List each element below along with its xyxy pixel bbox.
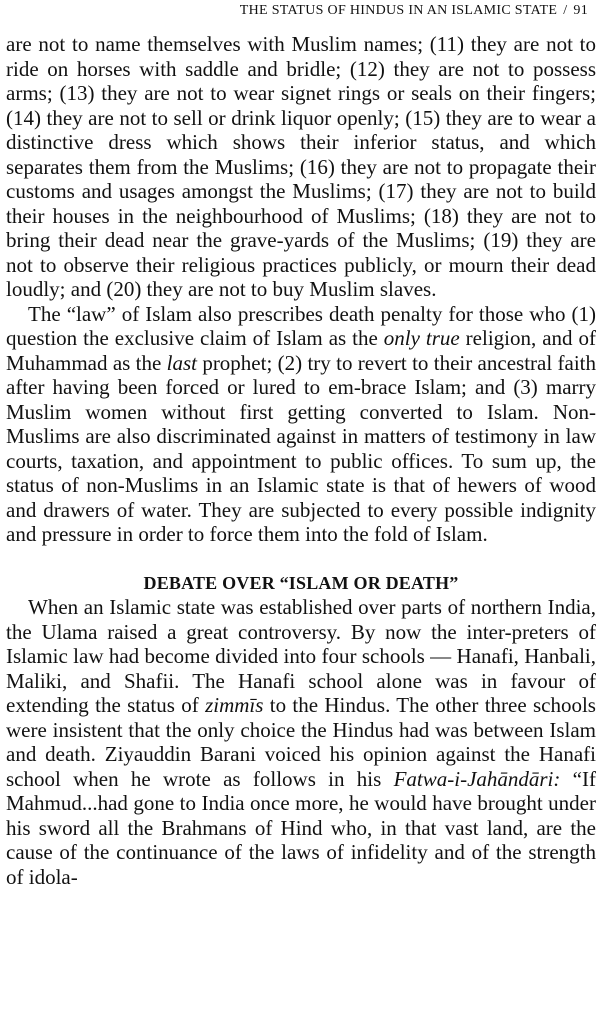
running-title: THE STATUS OF HINDUS IN AN ISLAMIC STATE [239,3,558,18]
text-segment: When an Islamic state was established over parts of northern India, the Ulama raised a great controversy. By now the inter-preters of Islamic law had become divided into four schools — Hanafi, Hanbali, Maliki, and Shafii. The Hanafi school alone was in favour of extending the status of [6,595,596,717]
italic-segment: zimmīs [205,693,264,717]
text-segment: religion, and of Muhammad as the [6,326,596,375]
paragraph-2 [6,302,596,547]
body-text [6,32,596,889]
text-segment: are not to name themselves with Muslim names; (11) they are not to ride on horses with saddle and bridle; (12) they are not to possess arms; (13) they are not to wear signet rings or seals on their fingers; (14) they are not to sell or drink liquor openly; (15) they are to wear a distinctive dress which shows their inferior status, and which separates them from the Muslims; (16) they are not to propagate their customs and usages amongst the Muslims; (17) they are not to build their houses in the neighbourhood of Muslims; (18) they are not to bring their dead near the grave-yards of the Muslims; (19) they are not to observe their religious practices publicly, or mourn their dead loudly; and (20) they are not to buy Muslim slaves. [6,32,596,301]
text-segment: “If Mahmud...had gone to India once more, he would have brought under his sword all the Brahmans of Hind who, in that vast land, are the cause of the continuance of the laws of infidelity and of the strength of idola- [6,766,596,889]
italic-segment: only true [383,326,460,350]
page-number: 91 [573,3,588,18]
text-segment: The “law” of Islam also prescribes death penalty for those who (1) question the exclusive claim of Islam as the [6,301,596,350]
header-separator: / [563,3,568,18]
section-heading: DEBATE OVER “ISLAM OR DEATH” [143,572,459,593]
italic-segment: last [166,350,197,375]
italic-segment: Fatwa-i-Jahāndāri: [393,766,561,791]
paragraph-1 [6,32,596,302]
section-paragraph [6,595,596,889]
text-segment: to the Hindus. The other three schools were insistent that the only choice the Hindus had was between Islam and death. Ziyauddin Barani voiced his opinion against the Hanafi school when he wrote as follows in his [6,693,596,791]
running-header [0,3,588,19]
text-segment: prophet; (2) try to revert to their ancestral faith after having been forced or lured to em-brace Islam; and (3) marry Muslim women without first getting converted to Islam. Non-Muslims are also discriminated against in matters of testimony in law courts, taxation, and appointment to public offices. To sum up, the status of non-Muslims in an Islamic state is that of hewers of wood and drawers of water. They are subjected to every possible indignity and pressure in order to force them into the fold of Islam. [6,350,596,546]
